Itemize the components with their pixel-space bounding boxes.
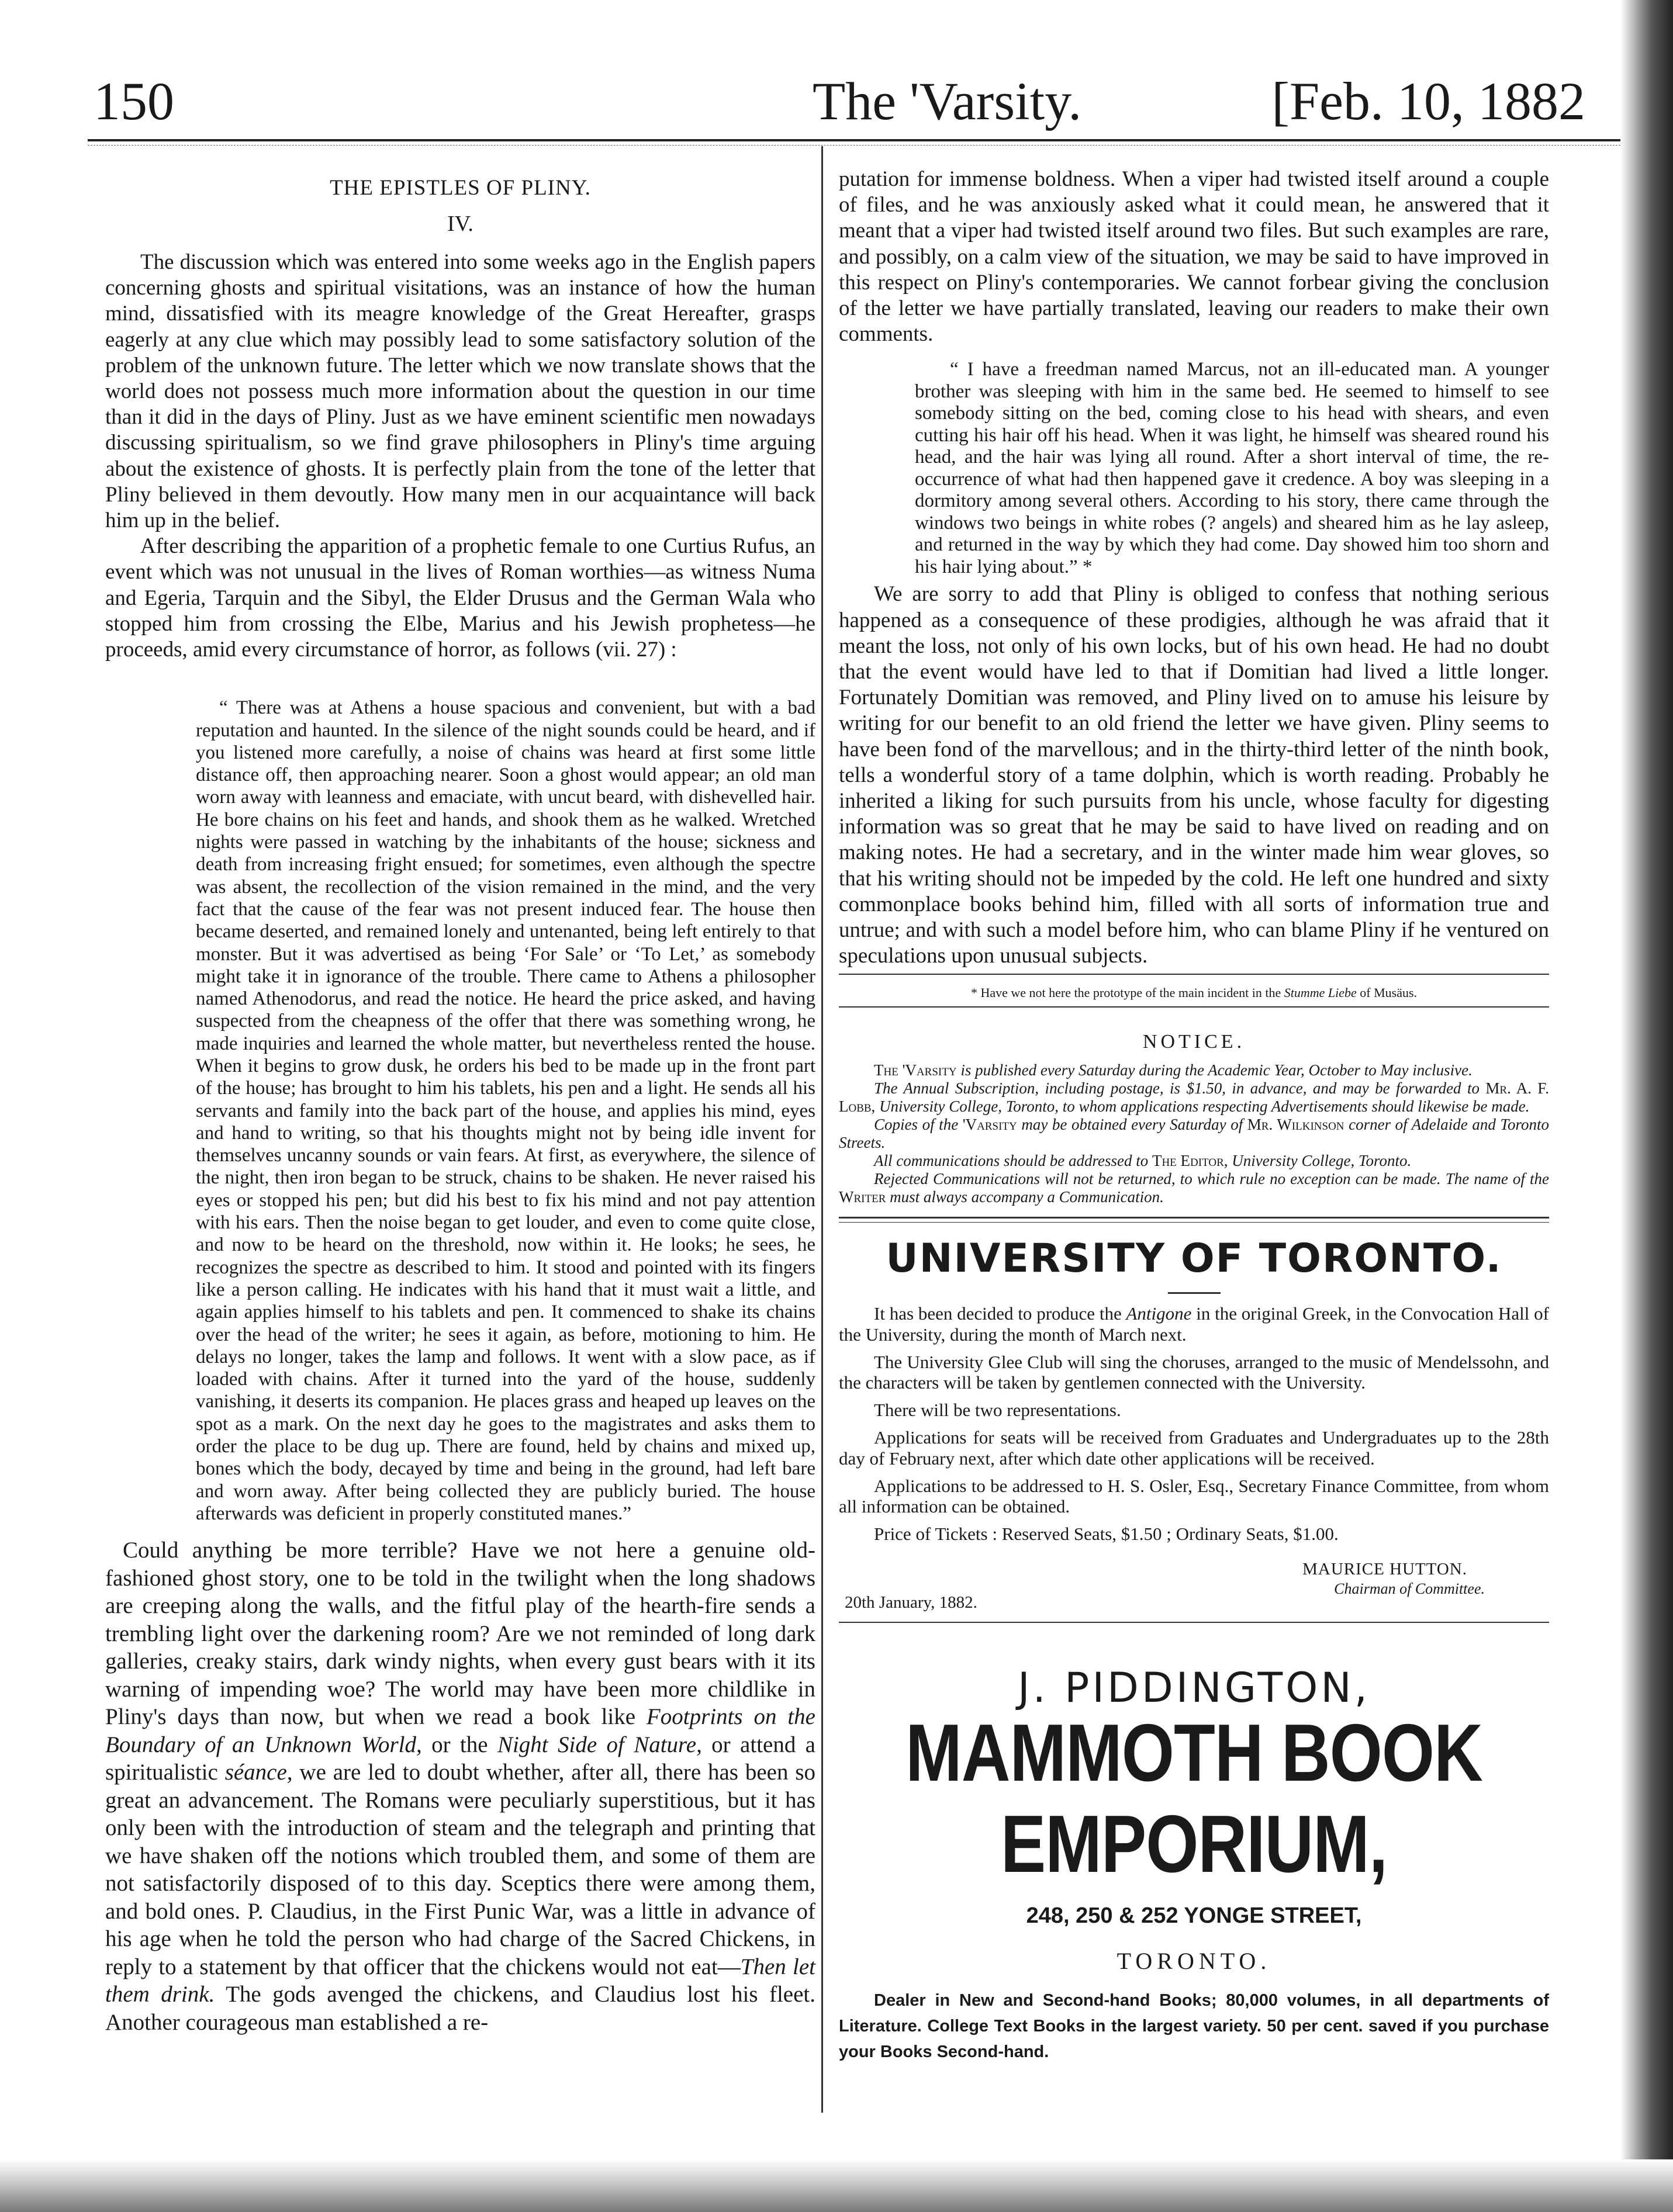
notice-item: Rejected Communications will not be returned, to which rule no exception can be made. The name of the Writer must always accompany a Communication. [839, 1170, 1549, 1206]
article-quote-2: “ I have a freedman named Marcus, not an ill-educated man. A younger brother was sleeping with him in the same bed. He seemed to himself to see somebody sitting on the bed, coming close to his head with shears, and even cutting his hair off his head. When it was light, he himself was sheared round his head, and the hair was lying all round. After a short interval of time, the re-occurrence of what had then happened gave it credence. A boy was sleeping in a dormitory among several others. According to his story, there came through the windows two beings in white robes (? angels) and sheared him as he lay asleep, and returned in the way by which they had come. Day showed him too shorn and his hair lying about.” * [915, 359, 1549, 577]
advert-city: TORONTO. [1117, 1947, 1271, 1974]
article-quote: “ There was at Athens a house spacious and convenient, but with a bad reputation and haunted. In the silence of the night sounds could be heard, and if you listened more carefully, a noise of chains was heard at first some little distance off, then approaching nearer. Soon a ghost would appear; an old man worn away with leanness and emaciate, with uncut beard, with dishevelled hair. He bore chains on his feet and hands, and shook them as he walked. Wretched nights were passed in watching by the inhabitants of the house; sickness and death from increasing fright ensued; for sometimes, even although the spectre was absent, the recollection of the vision remained in the mind, and the very fact that the cause of the fear was not present induced fear. The house then became deserted, and remained lonely and untenanted, being left entirely to that monster. But it was advertised as being ‘For Sale’ or ‘To Let,’ as somebody might take it in ignorance of the trouble. There came to Athens a philosopher named Athenodorus, and read the notice. He heard the price asked, and having suspected from the cheapness of the offer that there was something wrong, he made inquiries and learned the whole matter, but nevertheless rented the house. When it begins to grow dusk, he orders his bed to be made up in the front part of the house; has brought to him his tablets, his pen and a light. He sends all his servants and family into the back part of the house, and applies his mind, eyes and hand to writing, so that his thoughts might not by being idle invent for themselves uncanny sounds or vain fears. At first, as everywhere, the silence of the night, then iron began to be struck, chains to be shaken. He never raised his eyes or stopped his pen; but did his best to fix his mind and not pay attention with his ears. Then the noise began to get louder, and even to come quite close, and now to be heard on the threshold, now within it. He looks; he sees, he recognizes the spectre as described to him. It stood and pointed with its fingers like a person calling. He indicates with his hand that it must wait a little, and again applies himself to his tablets and pen. It commenced to shake its chains over the head of the writer; he sees it again, as before, motioning to him. He delays no longer, takes the lamp and follows. It went with a slow pace, as if loaded with chains. After it turned into the yard of the house, suddenly vanishing, it deserts its companion. He places grass and heaped up leaves on the spot as a mark. On the next day he goes to the magistrates and asks them to order the place to be dug up. There are found, held by chains and mixed up, bones which the body, decayed by time and being in the ground, had left bare and worn away. After being collected they are publicly buried. The house afterwards was deficient in properly constituted manes.” [196, 697, 815, 1524]
advert-name: J. PIDDINGTON, [1017, 1663, 1371, 1712]
advert-address: 248, 250 & 252 YONGE STREET, [1026, 1903, 1362, 1928]
announcement-paragraph: Applications for seats will be received from Graduates and Undergraduates up to the 28th day of February next, after which date other applications will be received. [839, 1427, 1549, 1469]
masthead-title: The 'Varsity. [813, 71, 1082, 131]
right-column [839, 167, 1549, 2065]
university-heading: UNIVERSITY OF TORONTO. [886, 1235, 1502, 1282]
notice-heading: NOTICE. [1142, 1031, 1246, 1053]
piddington-advert [839, 1664, 1549, 2065]
notice-item: The Annual Subscription, including postage, is $1.50, in advance, and may be forwarded to Mr. A. F. Lobb, University College, Toronto, to whom applications respecting Advertisements should likewise be made. [839, 1079, 1549, 1116]
page-edge-shadow [1620, 0, 1673, 2212]
page-number: 150 [94, 71, 174, 131]
article-paragraph-2: After describing the apparition of a prophetic female to one Curtius Rufus, an event which was not unusual in the lives of Roman worthies—as witness Numa and Egeria, Tarquin and the Sibyl, the Elder Drusus and the German Wala who stopped him from crossing the Elbe, Marius and his Jewish prophetess—he proceeds, amid every circumstance of horror, as follows (vii. 27) : [105, 534, 815, 662]
column-divider [821, 146, 823, 2113]
university-announcement [839, 1235, 1549, 1612]
article-footnote: * Have we not here the prototype of the main incident in the Stumme Liebe of Musäus. [839, 985, 1549, 1008]
signature-title: Chairman of Committee. [1334, 1580, 1485, 1597]
section-rule [839, 1622, 1549, 1623]
notice-item: Copies of the 'Varsity may be obtained every Saturday of Mr. Wilkinson corner of Adelaide and Toronto Streets. [839, 1116, 1549, 1152]
notice-section [839, 1031, 1549, 1206]
header-rule [88, 139, 1626, 141]
notice-item: The 'Varsity is published every Saturday during the Academic Year, October to May inclusive. [874, 1061, 1472, 1079]
article-paragraph-4: putation for immense boldness. When a viper had twisted itself around a couple of files, and he was anxiously asked what it could mean, he answered that it meant that a viper had twisted itself around two files. But such examples are rare, and possibly, on a calm view of the situation, we may be said to have improved in this respect on Pliny's contemporaries. We cannot forbear giving the conclusion of the letter we have partially translated, leaving our readers to make their own comments. [839, 167, 1549, 347]
footnote-rule [839, 974, 1549, 975]
article-number: IV. [447, 212, 473, 236]
section-rule [839, 1217, 1549, 1223]
article-paragraph-5: We are sorry to add that Pliny is obliged to confess that nothing serious happened as a consequence of these prodigies, although he was afraid that it meant the loss, not only of his own locks, but of his own head. He had no doubt that the event would have led to that if Domitian had lived a little longer. Fortunately Domitian was removed, and Pliny lived on to amuse his leisure by writing for our benefit to an old friend the letter we have given. Pliny seems to have been fond of the marvellous; and in the thirty-third letter of the ninth book, tells a wonderful story of a tame dolphin, which is worth reading. Probably he inherited a liking for such pursuits from his uncle, whose faculty for digesting information was so great that he may be said to have lived on reading and on making notes. He had a secretary, and in the winter made him wear gloves, so that his writing should not be impeded by the cold. He left one hundred and sixty commonplace books behind him, filled with all sorts of information true and untrue; and with such a model before him, who can blame Pliny if he ventured on speculations upon unusual subjects. [839, 582, 1549, 968]
issue-date: [Feb. 10, 1882 [1271, 71, 1585, 131]
notice-item: All communications should be addressed to The Editor, University College, Toronto. [874, 1152, 1412, 1170]
announcement-paragraph: The University Glee Club will sing the choruses, arranged to the music of Mendelssohn, and the characters will be taken by gentlemen connected with the University. [839, 1351, 1549, 1393]
announcement-paragraph: There will be two representations. [874, 1400, 1121, 1421]
page-bottom-shadow [0, 2159, 1673, 2212]
left-column [105, 167, 815, 2036]
page-header [94, 64, 1603, 140]
header-rule-dashed [88, 145, 1626, 146]
article-paragraph-1: The discussion which was entered into some weeks ago in the English papers concerning ghosts and spiritual visitations, was an instance of how the human mind, dissatisfied with its meagre knowledge of the Great Hereafter, grasps eagerly at any clue which may possibly lead to some satisfactory solution of the problem of the unknown future. The letter which we now translate shows that the world does not possess much more information about the question in our time than it did in the days of Pliny. Just as we have eminent scientific men nowadays discussing spiritualism, so we find grave philosophers in Pliny's time arguing about the existence of ghosts. It is perfectly plain from the tone of the letter that Pliny believed in them devoutly. How many men in our acquaintance will back him up in the belief. [105, 250, 815, 533]
announcement-paragraph: It has been decided to produce the Antigone in the original Greek, in the Convocation Hall of the University, during the month of March next. [839, 1303, 1549, 1345]
announcement-paragraph: Applications to be addressed to H. S. Osler, Esq., Secretary Finance Committee, from whom all information can be obtained. [839, 1475, 1549, 1517]
signature-name: MAURICE HUTTON. [1302, 1559, 1467, 1578]
advert-business: MAMMOTH BOOK EMPORIUM, [905, 1706, 1482, 1889]
article-title: THE EPISTLES OF PLINY. [330, 176, 591, 200]
announcement-date: 20th January, 1882. [845, 1593, 977, 1612]
article-paragraph-3: Could anything be more terrible? Have we not here a genuine old-fashioned ghost story, one to be told in the twilight when the long shadows are creeping along the walls, and the fitful play of the hearth-fire sends a trembling light over the darkening room? Are we not reminded of long dark galleries, creaky stairs, dark windy nights, when every gust bears with it its warning of impending woe? The world may have been more childlike in Pliny's days than now, but when we read a book like Footprints on the Boundary of an Unknown World, or the Night Side of Nature, or attend a spiritualistic séance, we are led to doubt whether, after all, there has been so great an advancement. The Romans were peculiarly superstitious, but it has only been with the introduction of steam and the telegraph and printing that we have shaken off the notions which troubled them, and some of them are not satisfactorily disposed of to this day. Sceptics there were among them, and bold ones. P. Claudius, in the First Punic War, was a little in advance of his age when he told the person who had charge of the Sacred Chickens, in reply to a statement by that officer that the chickens would not eat—Then let them drink. The gods avenged the chickens, and Claudius lost his fleet. Another courageous man established a re- [105, 1538, 816, 2035]
ticket-prices: Price of Tickets : Reserved Seats, $1.50 ; Ordinary Seats, $1.00. [874, 1524, 1339, 1545]
advert-text: Dealer in New and Second-hand Books; 80,000 volumes, in all departments of Literature. College Text Books in the largest variety. 50 per cent. saved if you purchase your Books Second-hand. [839, 1991, 1549, 2061]
heading-underline [1168, 1292, 1221, 1294]
